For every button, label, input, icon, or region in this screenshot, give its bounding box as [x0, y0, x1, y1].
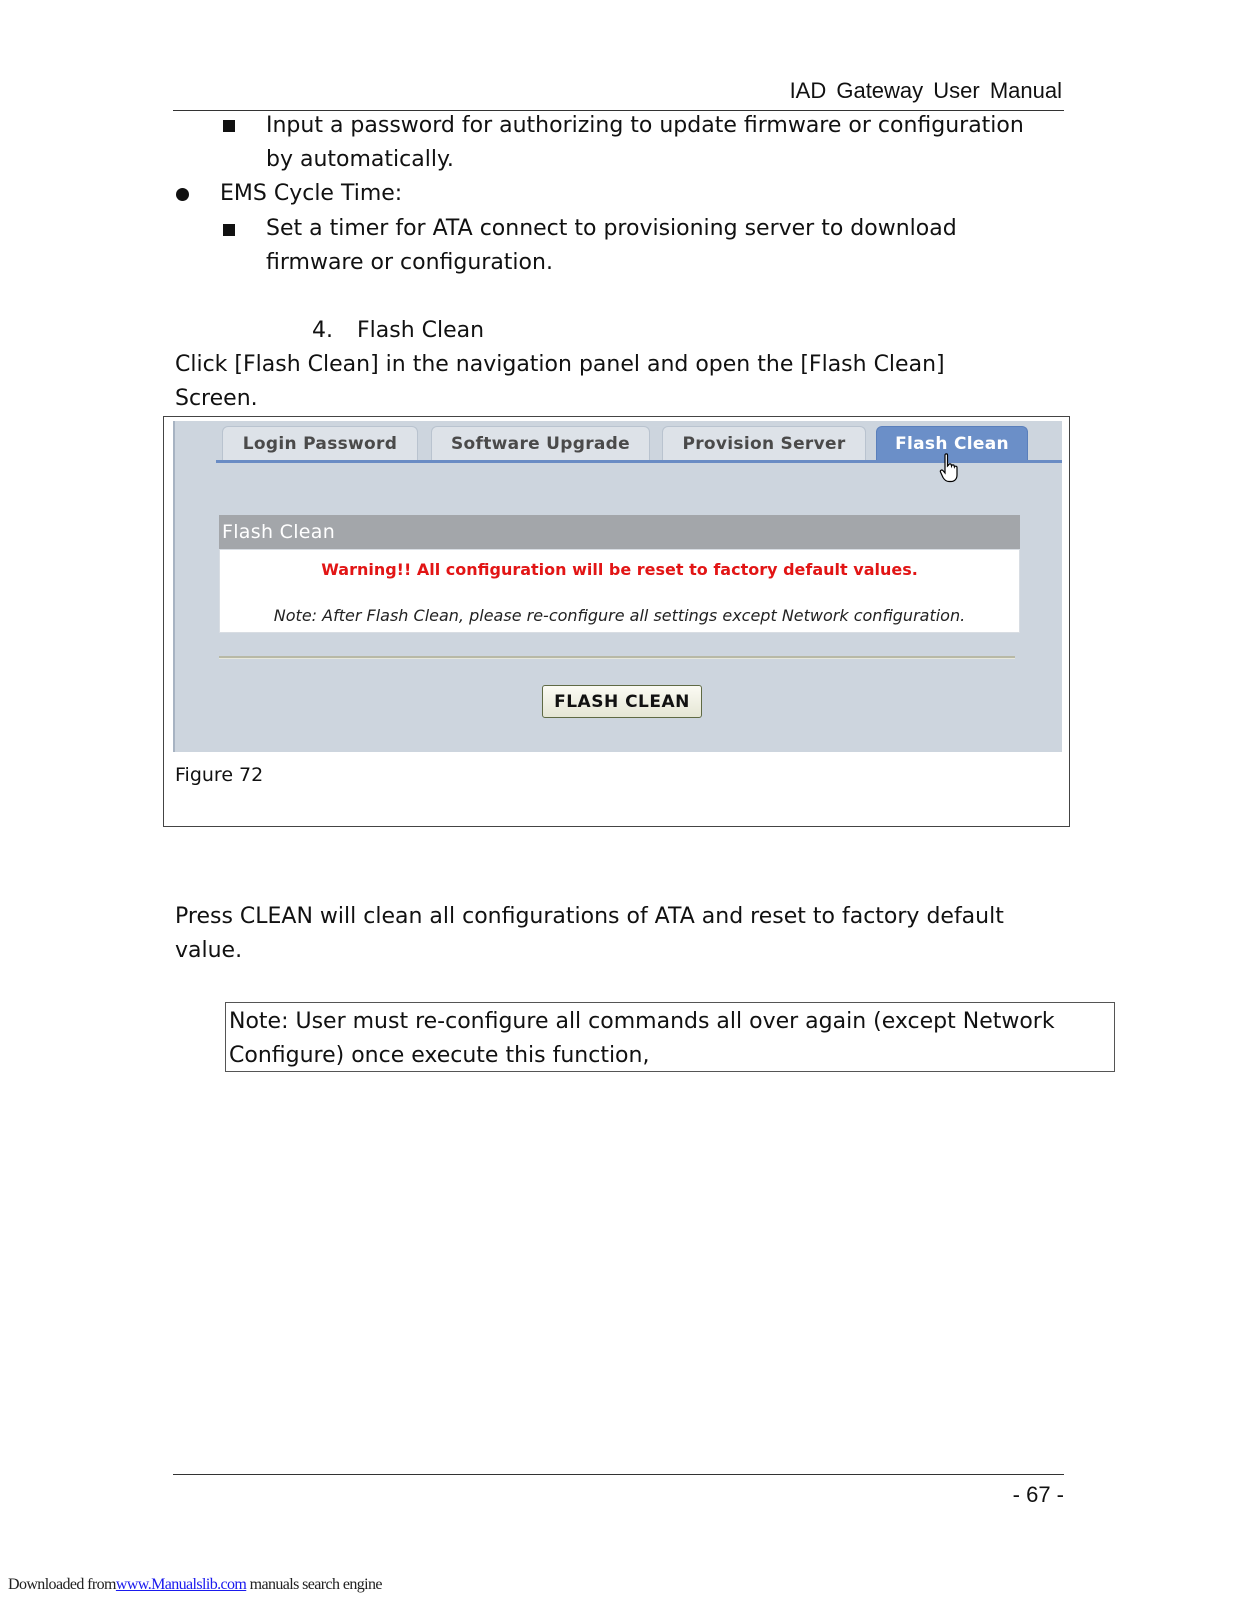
figure-caption: Figure 72	[175, 764, 264, 786]
flash-clean-button[interactable]: FLASH CLEAN	[542, 685, 702, 718]
square-bullet-icon	[223, 224, 235, 236]
bullet-text: EMS Cycle Time:	[220, 181, 403, 206]
separator	[219, 656, 1015, 659]
square-bullet-icon	[223, 120, 235, 132]
page-number: - 67 -	[1012, 1482, 1064, 1507]
footer-rule	[173, 1474, 1064, 1475]
bullet-text-continued: firmware or configuration.	[266, 250, 553, 275]
download-footer	[8, 1576, 382, 1594]
intro-paragraph: Click [Flash Clean] in the navigation panel and open the [Flash Clean]	[175, 352, 945, 377]
manual-title: IAD Gateway User Manual	[789, 78, 1062, 103]
tab-provision-server[interactable]: Provision Server	[662, 426, 866, 460]
panel-note: Note: After Flash Clean, please re-configure all settings except Network configuration.	[273, 606, 966, 625]
tab-login-password[interactable]: Login Password	[222, 426, 418, 460]
note-box	[225, 1002, 1115, 1072]
section-number: 4.	[312, 318, 333, 343]
tab-flash-clean[interactable]: Flash Clean	[876, 426, 1028, 460]
hand-cursor-icon	[939, 453, 959, 483]
bullet-text-continued: by automatically.	[266, 147, 454, 172]
note-text-continued: Configure) once execute this function,	[229, 1043, 650, 1068]
manualslib-link[interactable]: www.Manualslib.com	[115, 1576, 247, 1593]
note-text: Note: User must re-configure all commands all over again (except Network	[229, 1009, 1055, 1034]
bullet-text: Set a timer for ATA connect to provisioning server to download	[266, 216, 957, 241]
warning-panel	[219, 549, 1020, 633]
panel-title: Flash Clean	[219, 515, 1020, 549]
download-prefix: Downloaded from	[8, 1576, 116, 1593]
description-paragraph-continued: value.	[175, 938, 243, 963]
bullet-text: Input a password for authorizing to update firmware or configuration	[266, 113, 1024, 138]
description-paragraph: Press CLEAN will clean all configurations of ATA and reset to factory default	[175, 904, 1004, 929]
section-title: Flash Clean	[357, 318, 485, 343]
intro-paragraph-continued: Screen.	[175, 386, 258, 411]
flash-clean-screenshot	[173, 421, 1062, 752]
round-bullet-icon	[176, 188, 189, 201]
warning-text: Warning!! All configuration will be reset to factory default values.	[321, 560, 918, 579]
tab-underline	[216, 460, 1062, 463]
tab-software-upgrade[interactable]: Software Upgrade	[431, 426, 650, 460]
download-suffix: manuals search engine	[249, 1576, 382, 1593]
